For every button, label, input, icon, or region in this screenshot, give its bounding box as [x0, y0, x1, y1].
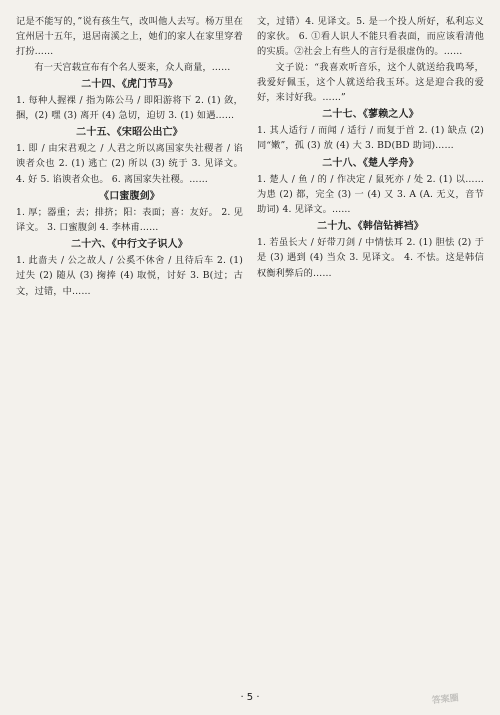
section-answer-28: 1. 楚人 / 鱼 / 的 / 作决定 / 鼠死亦 / 处 2. (1) 以……为患 (2) 都，完全 (3) 一 (4) 又 3. A (A. 无义，音节助词) 4. 见译文。…… — [257, 173, 484, 216]
section-answer-24: 1. 每种人握裸 / 指为陈公马 / 即阳游将下 2. (1) 敛，捆，(2) 嘿 (3) 离开 (4) 急切，迫切 3. (1) 如遇…… — [16, 94, 243, 122]
section-answer-25: 1. 即 / 由宋君观之 / 人君之所以离国家失社稷者 / 谄谀者众也 2. (1) 逃亡 (2) 所以 (3) 统于 3. 见译文。 4. 好 5. 谄谀者众也。 6. 离国家失社稷。…… — [16, 143, 243, 185]
section-answer-26: 1. 此啬夫 / 公之故人 / 公奚不休舍 / 且待后车 2. (1) 过失 (2) 随从 (3) 掬捧 (4) 取悦，讨好 3. B(过；古文，过错，中…… — [16, 255, 243, 297]
section-heading-26: 二十六、《中行文子识人》 — [71, 239, 188, 251]
paragraph: 文，过错）4. 见译文。5. 是一个投人所好，私利忘义的家伙。 6. ①看人识人不能只看表面，而应该看清他的实质。②社会上有些人的言行是很虚伪的。…… — [257, 16, 484, 58]
section-heading-25: 二十五、《宋昭公出亡》 — [76, 127, 183, 139]
section-answer-27: 1. 其人适行 / 而闻 / 适行 / 而复于首 2. (1) 缺点 (2) 同“嫩”，孤 (3) 放 (4) 大 3. BD(BD 助词)…… — [257, 125, 484, 152]
right-column — [257, 14, 484, 714]
section-answer-mirror: 1. 厚；器重；去；排挤；阳：表面；喜：友好。 2. 见译文。 3. 口蜜腹剑 4. 李林甫…… — [16, 206, 243, 234]
section-heading-24: 二十四、《虎门节马》 — [81, 78, 178, 90]
section-answer-29: 1. 若虽长大 / 好带刀剑 / 中情怯耳 2. (1) 胆怯 (2) 于是 (3) 遇到 (4) 当众 3. 见译文。 4. 不怯。这是韩信权衡利弊后的…… — [257, 237, 484, 279]
page-number: · 5 · — [240, 692, 260, 703]
section-heading-29: 二十九、《韩信钻裤裆》 — [317, 221, 424, 233]
paragraph: 记是不能写的，”说有孩生气，改叫他人去写。杨万里在宜州居十五年，退居南溪之上，她们的家人在家里穿着打扮…… — [16, 16, 243, 58]
section-heading-27: 二十七、《蓼赖之人》 — [322, 109, 419, 121]
left-column — [16, 14, 243, 714]
section-heading-mirror: 《口蜜腹剑》 — [99, 190, 160, 202]
section-heading-28: 二十八、《楚人学舟》 — [322, 157, 419, 169]
paragraph: 有一天宫载宣布有个名人要来，众人商量，…… — [34, 61, 231, 73]
watermark-logo: 答案圈 — [431, 693, 460, 707]
paragraph: 文子说：“我喜欢听音乐，这个人就送给我鸣琴，我爱好佩玉，这个人就送给我玉环。这是迎合我的爱好，来讨好我。……” — [257, 61, 484, 104]
